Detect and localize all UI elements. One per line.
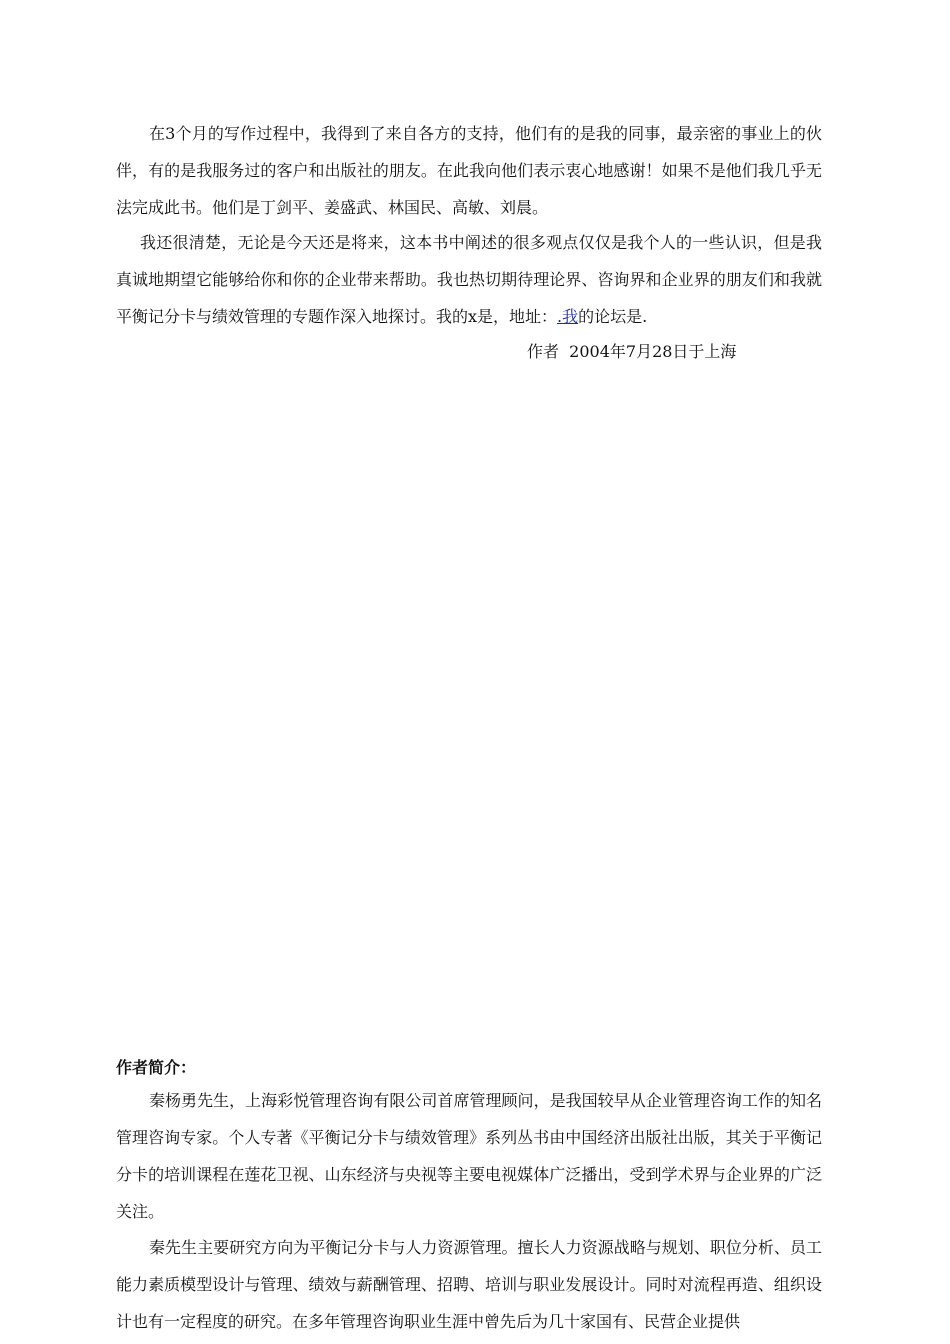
author-intro-heading: 作者简介： [116, 1058, 197, 1077]
acknowledgement-paragraph-1: 在3个月的写作过程中，我得到了来自各方的支持，他们有的是我的同事，最亲密的事业上的伙伴，有的是我服务过的客户和出版社的朋友。在此我向他们表示衷心地感谢！如果不是他们我几乎无法完成此书。他们是丁剑平、姜盛武、林国民、高敏、刘晨。 [116, 124, 822, 217]
acknowledgement-paragraph-2-tail: 的论坛是. [578, 307, 648, 326]
acknowledgement-paragraph-2 [116, 224, 822, 335]
forum-link[interactable]: .我 [557, 307, 579, 326]
acknowledgement-paragraph-2-text: 我还很清楚，无论是今天还是将来，这本书中阐述的很多观点仅仅是我个人的一些认识，但是我真诚地期望它能够给你和你的企业带来帮助。我也热切期待理论界、咨询界和企业界的朋友们和我就平衡记分卡与绩效管理的专题作深入地探讨。我的x是，地址： [116, 233, 822, 326]
author-signature: 作者 2004年7月28日于上海 [527, 342, 737, 361]
author-intro-paragraph-1: 秦杨勇先生，上海彩悦管理咨询有限公司首席管理顾问，是我国较早从企业管理咨询工作的知名管理咨询专家。个人专著《平衡记分卡与绩效管理》系列丛书由中国经济出版社出版，其关于平衡记分卡的培训课程在莲花卫视、山东经济与央视等主要电视媒体广泛播出，受到学术界与企业界的广泛关注。 [116, 1091, 822, 1221]
author-intro-paragraph-2: 秦先生主要研究方向为平衡记分卡与人力资源管理。擅长人力资源战略与规划、职位分析、员工能力素质模型设计与管理、绩效与薪酬管理、招聘、培训与职业发展设计。同时对流程再造、组织设计也有一定程度的研究。在多年管理咨询职业生涯中曾先后为几十家国有、民营企业提供 [116, 1238, 822, 1331]
